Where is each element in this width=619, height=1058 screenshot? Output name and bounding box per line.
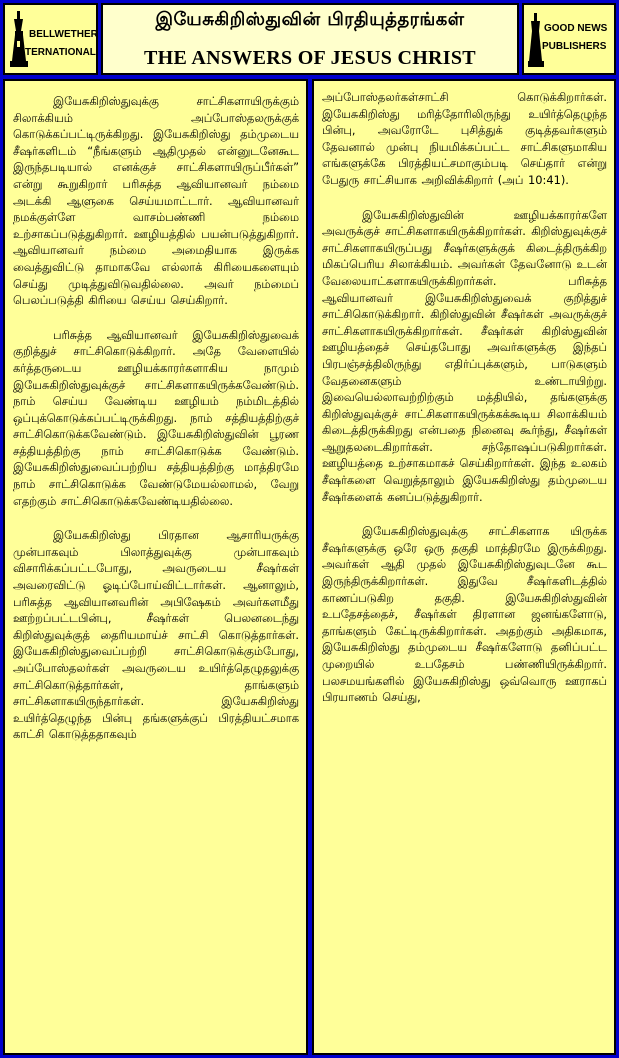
paragraph: இயேசுகிறிஸ்துவுக்கு சாட்சிகளாக யிருக்க சீஷர்களுக்கு ஒரே ஒரு தகுதி மாத்திரமே இருக்கிறது. அவர்கள் ஆதி முதல் இயேசுகிறிஸ்துவுடனே கூட இருந்திருக்கிறார்கள். இதுவே சீஷர்களிடத்தில் காணப்படுகிற தகுதி. இயேசுகிறிஸ்துவின் உபதேசத்தைச், சீஷர்கள் திரளான ஜனங்களோடு, தாங்களும் கேட்டிருக்கிறார்கள். அதற்கும் அதிகமாக, இயேசுகிறிஸ்து தம்முடைய சீஷர்களோடு தனிப்பட்ட முறையில் உபதேசம் பண்ணியிருக்கிறார். பலசமயங்களில் இயேசுகிறிஸ்து ஒவ்வொரு ஊராகப் பிரயாணம் செய்து,: [322, 524, 607, 705]
logo-right-line2: PUBLISHERS: [542, 41, 607, 52]
tower-icon: [9, 11, 29, 69]
page-title-tamil: இயேசுகிறிஸ்துவின் பிரதியுத்தரங்கள்: [155, 9, 465, 30]
logo-left-line2: INTERNATIONAL: [15, 47, 96, 58]
logo-right-line1: GOOD NEWS: [544, 23, 608, 34]
logo-left-line1: BELLWETHER: [29, 29, 98, 40]
paragraph: இயேசுகிறிஸ்து பிரதான ஆசாரியருக்கு முன்பாகவும் பிலாத்துவுக்கு முன்பாகவும் விசாரிக்கப்பட்டபோது, அவருடைய சீஷர்கள் அவரைவிட்டு ஓடிப்போய்விட்டார்கள். ஆனாலும், பரிசுத்த ஆவியானவரின் அபிஷேகம் அவர்களமீது ஊற்றப்பட்டபின்பு, சீஷர்கள் பெலனடைந்து கிறிஸ்துவுக்குத் தைரியமாய்ச் சாட்சி கொடுத்தார்கள். இயேசுகிறிஸ்துவைப்பற்றி சாட்சிகொடுக்கும்போது, அப்போஸ்தலர்கள் அவருடைய உயிர்த்தெழுதலுக்கு சாட்சிகொடுத்தார்கள், தாங்களும் சாட்சிகளாகயிருந்தார்கள். இயேசுகிறிஸ்து உயிர்த்தெழுந்த பின்பு தங்களுக்குப் பிரத்தியட்சமாக காட்சி கொடுத்ததாகவும்: [13, 528, 299, 742]
paragraph: பரிசுத்த ஆவியானவர் இயேசுகிறிஸ்துவைக் குறித்துச் சாட்சிகொடுக்கிறார். அதே வேளையில் கர்த்தருடைய ஊழியக்காரர்களாகிய நாமும் இயேசுகிறிஸ்துவுக்குச் சாட்சிகளாகயிருக்கவேண்டும். நாம் செய்ய வேண்டிய ஊழியம் நம்மிடத்தில் ஒப்புக்கொடுக்கப்பட்டிருக்கிறது. நாம் சத்தியத்திற்குச் சாட்சிகொடுக்கவேண்டும். இயேசுகிறிஸ்துவின் பூரண சத்தியத்திற்கு நாம் சாட்சிகொடுக்க வேண்டும். இயேசுகிறிஸ்துவைப்பற்றிய சத்தியத்திற்கு மாத்திரமே நாம் சாட்சிகொடுக்க வேண்டுமேயல்லாமல், வேறு எதற்கும் சாட்சிகொடுக்கவேண்டியதில்லை.: [13, 327, 299, 508]
paragraph: இயேசுகிறிஸ்துவின் ஊழியக்காரர்களே அவருக்குச் சாட்சிகளாகயிருக்கிறார்கள். கிறிஸ்துவுக்குச் சாட்சிகளாகயிருப்பது சீஷர்களுக்குக் கிடைத்திருக்கிற மிகப்பெரிய சிலாக்கியம். அவர்கள் தேவனோடு உடன் வேலையாட்களாகயிருக்கிறார்கள். பரிசுத்த ஆவியானவர் இயேசுகிறிஸ்துவைக் குறித்துச் சாட்சிகொடுக்கிறார். கிறிஸ்துவின் சீஷர்கள் அவருக்குச் சாட்சிகளாகயிருக்கிறார்கள். சீஷர்கள் கிறிஸ்துவின் ஊழியத்தைச் செய்தபோது அவர்களுக்கு இந்தப் பிரபஞ்சத்திலிருந்து எதிர்ப்புக்களும், பாடுகளும் வேதனைகளும் உண்டாயிற்று. இவையெல்லாவற்றிற்கும் மத்தியில், தங்களுக்கு கிறிஸ்துவுக்குச் சாட்சிகளாகயிருக்கக்கூடிய சிலாக்கியம் கிடைத்திருக்கிறது என்பதை நினைவு கூர்ந்து, சீஷர்கள் ஆறுதலடைகிறார்கள். சந்தோஷப்படுகிறார்கள். ஊழியத்தை உற்சாகமாகச் செய்கிறார்கள். இந்த உலகம் சீஷர்களை வெறுத்தாலும் இயேசுகிறிஸ்து தம்முடைய சீஷர்களைக் கனப்படுத்துகிறார்.: [322, 207, 607, 504]
left-column: [3, 79, 308, 1055]
page-title-english: THE ANSWERS OF JESUS CHRIST: [144, 47, 476, 69]
bellwether-logo: [3, 3, 98, 75]
paragraph: இயேசுகிறிஸ்துவுக்கு சாட்சிகளாயிருக்கும் சிலாக்கியம் அப்போஸ்தலருக்குக் கொடுக்கப்பட்டிருக்கிறது. இயேசுகிறிஸ்து தம்முடைய சீஷர்களிடம் “நீங்களும் ஆதிமுதல் என்னுடனேகூட இருந்தபடியால் எனக்குச் சாட்சிகளாயிருப்பீர்கள்” என்று கூறுகிறார் பரிசுத்த ஆவியானவர் நம்மை அடக்கி ஆளுகை செய்யமாட்டார். ஆவியானவர் நமக்குள்ளே வாசம்பண்ணி நம்மை உற்சாகப்படுத்துகிறார். ஊழியத்தில் பயன்படுத்துகிறார். ஆவியானவர் நம்மை அமைதியாக இருக்க வைத்துவிட்டு தாமாகவே எல்லாக் கிரியைகளையும் செய்து முடித்துவிடுவதில்லை. அவர் நம்மைப் பெலப்படுத்தி கிரியை செய்ய செய்கிறார்.: [13, 94, 299, 308]
good-news-logo: [522, 3, 616, 75]
paragraph: அப்போஸ்தலர்கள்சாட்சி கொடுக்கிறார்கள். இயேசுகிறிஸ்து மரித்தோரிலிருந்து உயிர்த்தெழுந்த பின்பு, அவரோடே புசித்துக் குடித்தவர்களும் தேவனால் முன்பு நியமிக்கப்பட்ட சாட்சிகளுமாகிய எங்களுக்கே பிரத்தியட்சமாகும்படி செய்தார் என்று பேதுரு சாட்சியாக அறிவிக்கிறார் (அப் 10:41).: [322, 90, 607, 187]
right-column: [312, 79, 616, 1055]
page-header: [101, 3, 519, 75]
